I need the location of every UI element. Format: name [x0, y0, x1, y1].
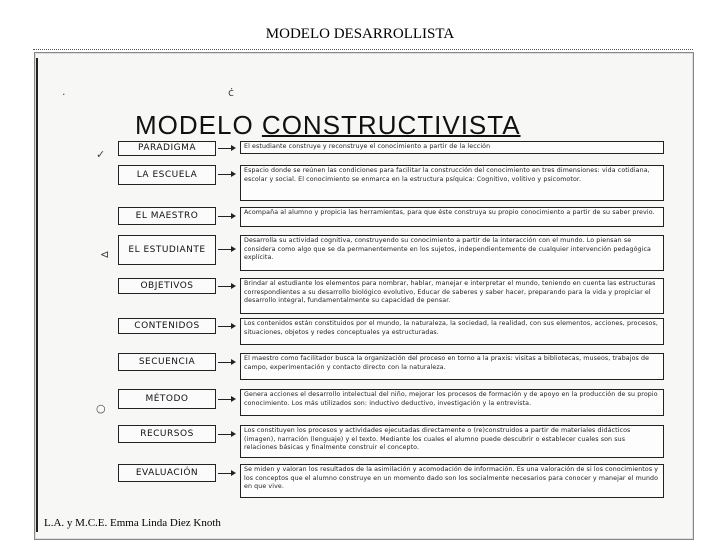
row-description: El maestro como facilitador busca la organización del proceso en torno a la praxis: visitas a bibliotecas, museos, trabajos de campo, experimentación y contacto directo con la naturaleza.	[240, 353, 664, 380]
row-description: Los constituyen los procesos y actividades ejecutadas directamente o (re)construidos a partir de materiales didácticos (imagen), narración (lenguaje) y el texto. Mediante los cuales el alumno puede descubrir o establecer cuales son sus relaciones básicas y finalmente construir el concepto.	[240, 425, 664, 458]
row-label: EL ESTUDIANTE	[118, 235, 216, 265]
row-description: Acompaña al alumno y propicia las herramientas, para que éste construya su propio conocimiento a partir de su saber previo.	[240, 207, 664, 227]
row-label: OBJETIVOS	[118, 278, 216, 294]
margin-mark: ○	[96, 402, 106, 415]
row-description: Genera acciones el desarrollo intelectual del niño, mejorar los procesos de formación y de apoyo en la producción de su propio conocimiento. Los más utilizados son: inductivo deductivo, investigación y la entrevista.	[240, 389, 664, 416]
scan-mark: ċ	[228, 86, 235, 99]
row-label: LA ESCUELA	[118, 165, 216, 185]
connector-arrow	[218, 286, 234, 287]
connector-arrow	[218, 362, 234, 363]
connector-arrow	[218, 148, 234, 149]
document-title-word-1: MODELO	[135, 110, 254, 140]
connector-arrow	[218, 473, 234, 474]
row-label: MÉTODO	[118, 389, 216, 409]
row-description: Espacio donde se reúnen las condiciones para facilitar la construcción del conocimiento en tres dimensiones: vida cotidiana, escolar y social. El conocimiento se enmarca en la estructura psíquica: Cognitivo, volitivo y psicomotor.	[240, 165, 664, 201]
scan-mark: ·	[62, 88, 66, 101]
margin-mark: ✓	[96, 148, 106, 161]
connector-arrow	[218, 326, 234, 327]
row-label: RECURSOS	[118, 425, 216, 443]
row-description: El estudiante construye y reconstruye el conocimiento a partir de la lección	[240, 141, 664, 154]
row-description: Desarrolla su actividad cognitiva, construyendo su conocimiento a partir de la interacción con el mundo. Lo piensan se considera como algo que se da permanentemente en los sujetos, independientemente de cualquier intervención pedagógica explícita.	[240, 235, 664, 271]
connector-arrow	[218, 174, 234, 175]
connector-arrow	[218, 434, 234, 435]
document-title-word-2: CONSTRUCTIVISTA	[261, 110, 521, 140]
title-divider	[33, 49, 693, 50]
footer-author: L.A. y M.C.E. Emma Linda Diez Knoth	[44, 517, 221, 529]
row-description: Los contenidos están constituidos por el mundo, la naturaleza, la sociedad, la realidad, con sus elementos, acciones, procesos, situaciones, objetos y redes conceptuales ya estructuradas.	[240, 318, 664, 345]
row-label: EVALUACIÓN	[118, 464, 216, 482]
connector-arrow	[218, 399, 234, 400]
connector-arrow	[218, 216, 234, 217]
row-label: PARADIGMA	[118, 141, 216, 156]
connector-arrow	[218, 249, 234, 250]
row-label: SECUENCIA	[118, 353, 216, 371]
row-label: EL MAESTRO	[118, 207, 216, 225]
document-title	[135, 110, 521, 141]
row-description: Brindar al estudiante los elementos para nombrar, hablar, manejar e interpretar el mundo, teniendo en cuenta las estructuras correspondientes a su desarrollo biológico evolutivo, Educar de saberes y saber hacer, preparando para la vida y propiciar el desarrollo integral, fundamentalmente su capacidad de pensar.	[240, 278, 664, 314]
row-description: Se miden y valoran los resultados de la asimilación y acomodación de información. Es una valoración de si los conocimientos y los conceptos que el alumno construye en un momento dado son los socialmente necesarios para conocer y manejar el mundo en que vive.	[240, 464, 664, 498]
row-label: CONTENIDOS	[118, 318, 216, 334]
margin-mark: ⊲	[100, 248, 110, 261]
slide-title: MODELO DESARROLLISTA	[265, 26, 455, 42]
